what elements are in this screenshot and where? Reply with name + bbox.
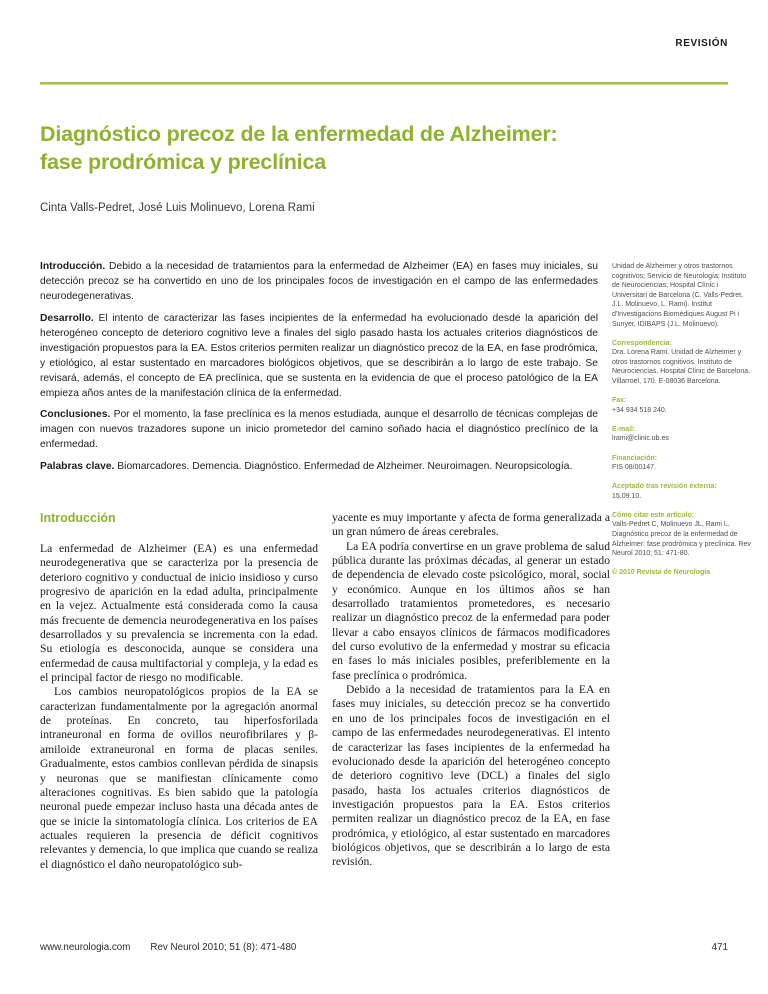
abstract-lead-introduccion: Introducción. bbox=[40, 261, 106, 272]
abstract-lead-palabras-clave: Palabras clave. bbox=[40, 460, 115, 472]
body-paragraph: Debido a la necesidad de tratamientos para la EA en fases muy iniciales, su detección precoz se ha convertido en uno de los principales focos de investigación en el campo de las enfermedades neurodegenerativas. El intento de caracterizar las fases incipientes de la enfermedad ha evolucionado desde la aparición del heterogéneo concepto de deterioro cognitivo leve (DCL) a finales del siglo pasado, hasta los actuales criterios diagnósticos de investigación propuestos para la EA. Estos criterios permiten realizar un diagnóstico precoz de la EA, en fase prodrómica, y etiológico, al estar sustentado en marcadores biológicos objetivos, que se describirán a lo largo de esta revisión. bbox=[332, 683, 610, 869]
article-body bbox=[40, 511, 610, 872]
correspondence-label: Correspondencia: bbox=[612, 339, 672, 347]
funding-text: FIS 08/00147. bbox=[612, 464, 656, 472]
affiliation-text: Unidad de Alzheimer y otros trastornos cognitivos; Servicio de Neurología; Instituto de Neurociencias; Hospital Clínic i Universitari de Barcelona (C. Valls-Pedret, J.L. Molinuevo, L. Rami). Institut d'Investigacions Biomèdiques August Pi i Sunyer, IDIBAPS (J.L. Molinuevo). bbox=[612, 263, 747, 328]
correspondence-text: Dra. Lorena Rami. Unidad de Alzheimer y otros trastornos cognitivos. Instituto de Neurociencias. Hospital Clínic de Barcelona. Villarroel, 170. E-08036 Barcelona. bbox=[612, 349, 751, 386]
footer-journal-citation: Rev Neurol 2010; 51 (8): 471-480 bbox=[150, 942, 297, 953]
page-footer bbox=[40, 942, 728, 953]
section-heading-introduccion: Introducción bbox=[40, 511, 116, 525]
body-paragraph: yacente es muy importante y afecta de forma generalizada a un gran número de áreas cerebrales. bbox=[332, 511, 610, 539]
header-rule bbox=[40, 82, 728, 85]
footer-website: www.neurologia.com bbox=[40, 942, 131, 953]
affiliation-block bbox=[612, 262, 754, 329]
abstract-paragraph-desarrollo bbox=[40, 311, 598, 401]
email-label: E-mail: bbox=[612, 425, 636, 433]
body-paragraph: La EA podría convertirse en un grave problema de salud pública durante las próximas décadas, al generar un estado de dependencia de elevado coste psicológico, moral, social y económico. Aunque en los últimos años se han desarrollado tratamientos prometedores, es necesario realizar un diagnóstico precoz de la enfermedad para poder llevar a cabo ensayos clínicos de fármacos modificadores del curso evolutivo de la enfermedad y mostrar su eficacia en fases lo más iniciales posibles, preferiblemente en la fase preclínica o prodrómica. bbox=[332, 539, 610, 682]
body-paragraph: Los cambios neuropatológicos propios de la EA se caracterizan fundamentalmente por la agregación anormal de proteínas. En concreto, tau hiperfosforilada intraneuronal en forma de ovillos neurofibrilares y β-amiloide extraneuronal en forma de placas seniles. Gradualmente, estos cambios conllevan pérdida de sinapsis y neuronas que se manifiestan clínicamente como alteraciones cognitivas. Es bien sabido que la patología neuronal puede empezar incluso hasta una década antes de que se inicie la sintomatología clínica. Los criterios de EA actuales requieren la presencia de déficit cognitivos relevantes y demencia, lo que implica que cuando se realiza el diagnóstico el daño neuropatológico sub- bbox=[40, 685, 318, 871]
correspondence-block bbox=[612, 339, 754, 387]
funding-label: Financiación: bbox=[612, 454, 658, 462]
fax-number: +34 934 518 240. bbox=[612, 406, 667, 414]
abstract bbox=[40, 259, 598, 480]
abstract-paragraph-introduccion bbox=[40, 259, 598, 304]
abstract-lead-conclusiones: Conclusiones. bbox=[40, 409, 111, 420]
body-paragraph: La enfermedad de Alzheimer (EA) es una enfermedad neurodegenerativa que se caracteriza por la presencia de deterioro cognitivo y conductual de inicio insidioso y curso progresivo de aparición en la edad adulta, principalmente en la vejez. Actualmente está considerada como la causa más frecuente de demencia neurodegenerativa en los países desarrollados y su prevalencia se incrementa con la edad. Su etiología es desconocida, aunque se considera una enfermedad de causa multifactorial y compleja, y la edad es el principal factor de riesgo no modificable. bbox=[40, 542, 318, 685]
abstract-text-introduccion: Debido a la necesidad de tratamientos para la enfermedad de Alzheimer (EA) en fases muy iniciales, su detección precoz se ha convertido en uno de los principales focos de investigación en el campo de las enfermedades neurodegenerativas. bbox=[40, 261, 598, 302]
accepted-block bbox=[612, 482, 754, 501]
abstract-text-palabras-clave: Biomarcadores. Demencia. Diagnóstico. Enfermedad de Alzheimer. Neuroimagen. Neuropsicología. bbox=[117, 460, 573, 472]
article-title bbox=[40, 120, 557, 176]
page-number: 471 bbox=[711, 942, 728, 953]
abstract-text-conclusiones: Por el momento, la fase preclínica es la menos estudiada, aunque el desarrollo de técnicas complejas de imagen con nuevos trazadores supone un inicio prometedor del camino soñado hacia el diagnóstico preclínico de la enfermedad. bbox=[40, 409, 598, 450]
footer-left bbox=[40, 942, 296, 953]
email-address: lrami@clinic.ub.es bbox=[612, 435, 669, 443]
fax-block bbox=[612, 396, 754, 415]
copyright-notice: © 2010 Revista de Neurología bbox=[612, 569, 711, 577]
article-type-label: REVISIÓN bbox=[675, 38, 728, 49]
accepted-label: Aceptado tras revisión externa: bbox=[612, 483, 717, 491]
article-title-line1: Diagnóstico precoz de la enfermedad de Alzheimer: bbox=[40, 122, 558, 146]
abstract-paragraph-conclusiones bbox=[40, 407, 598, 452]
body-column-right bbox=[332, 511, 610, 872]
citation-block bbox=[612, 511, 754, 559]
accepted-date: 15.09.10. bbox=[612, 492, 642, 500]
abstract-lead-desarrollo: Desarrollo. bbox=[40, 312, 94, 324]
authors-line: Cinta Valls-Pedret, José Luis Molinuevo, Lorena Rami bbox=[40, 202, 315, 214]
funding-block bbox=[612, 454, 754, 473]
citation-text: Valls-Pedret C, Molinuevo JL, Rami L. Diagnóstico precoz de la enfermedad de Alzheimer: fase prodrómica y preclínica. Rev Neurol 2010; 51: 471-80. bbox=[612, 521, 751, 558]
citation-label: Cómo citar este artículo: bbox=[612, 511, 695, 519]
article-title-line2: fase prodrómica y preclínica bbox=[40, 150, 326, 174]
email-block bbox=[612, 425, 754, 444]
fax-label: Fax: bbox=[612, 397, 627, 405]
abstract-paragraph-palabras-clave bbox=[40, 459, 598, 474]
body-column-left bbox=[40, 511, 318, 872]
abstract-text-desarrollo: El intento de caracterizar las fases incipientes de la enfermedad ha evolucionado desde la aparición del heterogéneo concepto de deterioro cognitivo leve a finales del siglo pasado hasta los actuales criterios diagnósticos de investigación propuestos para la EA. Estos criterios permiten realizar un diagnóstico precoz de la EA, en fase prodrómica, y etiológico, al estar sustentado en marcadores biológicos objetivos, que se describirán a lo largo de este trabajo. Se revisará, además, el concepto de EA preclínica, que se sustenta en la evidencia de que el proceso patológico de la EA empieza años antes de la manifestación clínica de la enfermedad. bbox=[40, 312, 598, 399]
sidebar-metadata bbox=[612, 262, 754, 587]
